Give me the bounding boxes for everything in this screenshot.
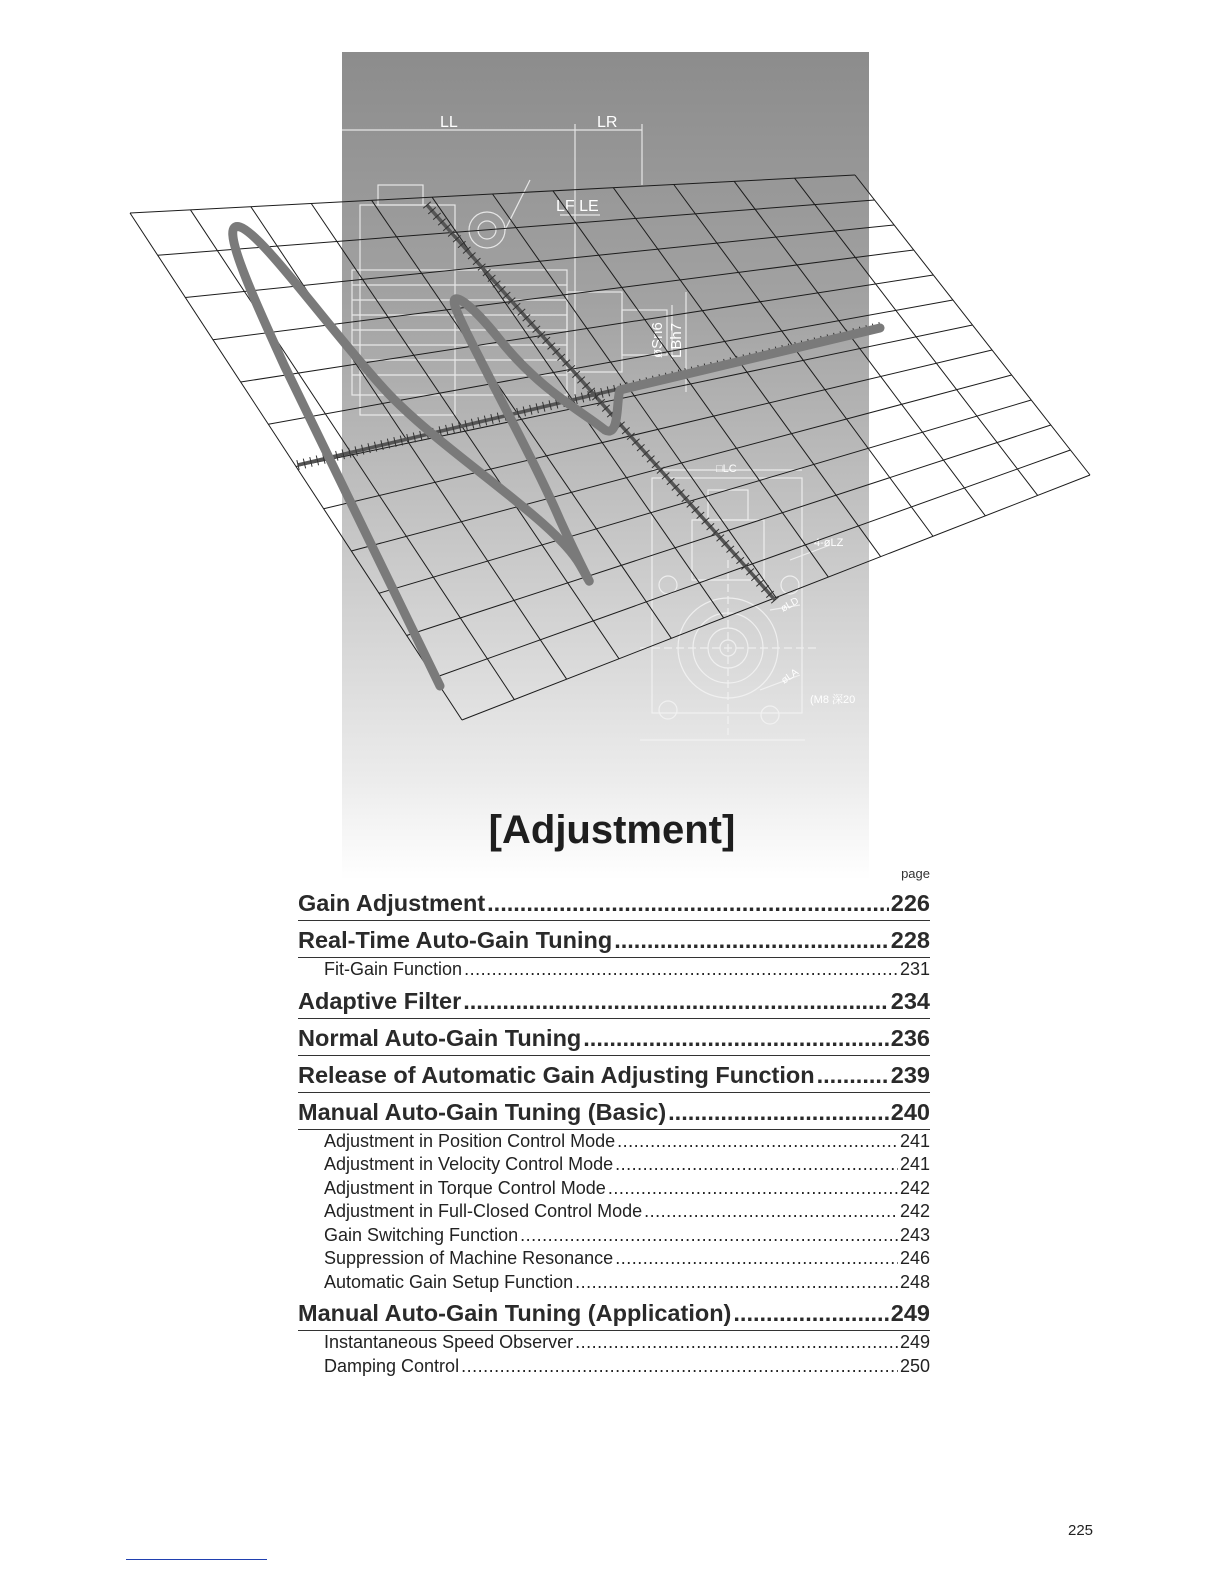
- toc-sub-list: [298, 1331, 930, 1378]
- toc-minor-label: Automatic Gain Setup Function: [324, 1271, 574, 1292]
- toc-major-label: Release of Automatic Gain Adjusting Function: [298, 1061, 815, 1088]
- toc-minor-page: 231: [899, 959, 930, 979]
- toc-sub-list: [298, 958, 930, 982]
- toc-entry: [298, 1058, 930, 1093]
- toc-minor-label: Instantaneous Speed Observer: [324, 1332, 574, 1352]
- toc-leader-dots: [608, 1177, 898, 1201]
- dim-label-lf-le: LF LE: [556, 198, 599, 215]
- toc-leader-dots: [615, 1153, 898, 1177]
- toc-entry: [298, 984, 930, 1019]
- dim-label-la: øLA: [779, 666, 801, 687]
- toc-entry: [298, 1296, 930, 1378]
- toc-leader-dots: [644, 1200, 898, 1224]
- toc-major-page: 226: [890, 890, 930, 916]
- toc-minor-page: 241: [899, 1154, 930, 1174]
- toc-major-page: 234: [890, 987, 930, 1014]
- toc-major-row[interactable]: [298, 1021, 930, 1056]
- page-number: 225: [1068, 1522, 1094, 1539]
- toc-minor-page: 241: [899, 1130, 930, 1151]
- toc-leader-dots: [583, 1021, 889, 1055]
- dim-label-tap: (M8 深20: [810, 694, 856, 706]
- toc-leader-dots: [615, 1247, 898, 1271]
- table-of-contents: [298, 884, 930, 1378]
- toc-leader-dots: [463, 984, 889, 1018]
- toc-minor-label: Adjustment in Torque Control Mode: [324, 1177, 606, 1198]
- toc-minor-page: 242: [899, 1177, 930, 1198]
- toc-minor-row[interactable]: [298, 1177, 930, 1201]
- dim-label-ll: LL: [440, 114, 458, 131]
- toc-entry: [298, 1021, 930, 1056]
- toc-major-label: Real-Time Auto-Gain Tuning: [298, 927, 613, 953]
- toc-major-page: 228: [890, 927, 930, 953]
- toc-entry: [298, 923, 930, 982]
- toc-major-label: Normal Auto-Gain Tuning: [298, 1024, 582, 1051]
- dim-label-flange-dia: LBh7: [668, 322, 685, 358]
- toc-major-label: Manual Auto-Gain Tuning (Basic): [298, 1098, 667, 1125]
- toc-minor-label: Gain Switching Function: [324, 1224, 519, 1245]
- toc-major-row[interactable]: [298, 1058, 930, 1093]
- toc-minor-label: Adjustment in Position Control Mode: [324, 1130, 616, 1151]
- toc-minor-label: Damping Control: [324, 1355, 460, 1376]
- toc-minor-row[interactable]: [298, 1331, 930, 1355]
- toc-major-row[interactable]: [298, 923, 930, 958]
- toc-major-row[interactable]: [298, 1095, 930, 1130]
- dim-label-holes: 4-øLZ: [814, 537, 844, 549]
- motor-drawing: [342, 124, 830, 740]
- dim-label-lr: LR: [597, 114, 618, 131]
- dim-label-shaft-dia: øSn6: [649, 322, 666, 358]
- toc-minor-row[interactable]: [298, 1153, 930, 1177]
- toc-major-page: 239: [890, 1061, 930, 1088]
- toc-leader-dots: [817, 1058, 889, 1092]
- toc-leader-dots: [668, 1095, 889, 1129]
- axis-ticks: [297, 202, 881, 604]
- toc-major-page: 240: [890, 1098, 930, 1125]
- toc-major-row[interactable]: [298, 886, 930, 921]
- toc-minor-row[interactable]: [298, 1247, 930, 1271]
- footer-rule: [126, 1559, 267, 1560]
- toc-leader-dots: [575, 1271, 898, 1295]
- toc-minor-row[interactable]: [298, 958, 930, 982]
- toc-minor-row[interactable]: [298, 1271, 930, 1295]
- toc-leader-dots: [487, 886, 889, 920]
- toc-leader-dots: [520, 1224, 898, 1248]
- toc-minor-row[interactable]: [298, 1200, 930, 1224]
- toc-minor-label: Suppression of Machine Resonance: [324, 1248, 614, 1268]
- toc-leader-dots: [617, 1130, 898, 1154]
- toc-major-row[interactable]: [298, 1296, 930, 1331]
- toc-minor-row[interactable]: [298, 1224, 930, 1248]
- page-column-label: page: [901, 866, 930, 881]
- toc-minor-label: Adjustment in Full-Closed Control Mode: [324, 1201, 643, 1221]
- toc-major-row[interactable]: [298, 984, 930, 1019]
- dim-label-ld: øLD: [779, 595, 801, 615]
- toc-minor-page: 248: [899, 1271, 930, 1292]
- toc-major-label: Gain Adjustment: [298, 890, 486, 916]
- toc-minor-row[interactable]: [298, 1355, 930, 1379]
- toc-sub-list: [298, 1130, 930, 1295]
- dim-label-lc: □LC: [716, 463, 737, 475]
- toc-minor-page: 249: [899, 1332, 930, 1352]
- toc-leader-dots: [733, 1296, 888, 1330]
- toc-minor-page: 243: [899, 1224, 930, 1245]
- section-title: [Adjustment]: [488, 808, 736, 852]
- toc-minor-label: Adjustment in Velocity Control Mode: [324, 1154, 614, 1174]
- toc-minor-row[interactable]: [298, 1130, 930, 1154]
- toc-major-label: Adaptive Filter: [298, 987, 462, 1014]
- grid-axes: [298, 205, 880, 600]
- toc-major-label: Manual Auto-Gain Tuning (Application): [298, 1300, 732, 1326]
- toc-minor-page: 242: [899, 1201, 930, 1221]
- toc-minor-page: 250: [899, 1355, 930, 1376]
- toc-leader-dots: [614, 923, 889, 957]
- toc-minor-label: Fit-Gain Function: [324, 959, 463, 979]
- toc-minor-page: 246: [899, 1248, 930, 1268]
- toc-entry: [298, 886, 930, 921]
- toc-leader-dots: [464, 958, 898, 982]
- toc-major-page: 236: [890, 1024, 930, 1051]
- toc-entry: [298, 1095, 930, 1295]
- toc-leader-dots: [575, 1331, 898, 1355]
- toc-major-page: 249: [890, 1300, 930, 1326]
- toc-leader-dots: [461, 1355, 898, 1379]
